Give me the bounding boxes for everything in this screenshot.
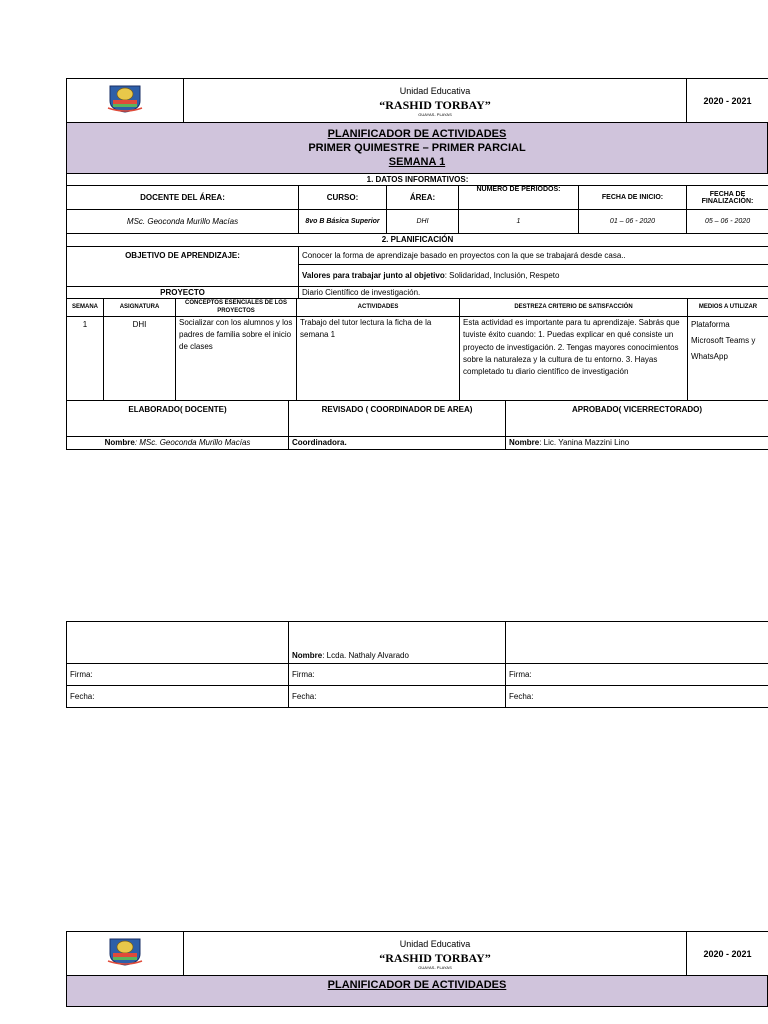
periodos-header: NÚMERO DE PERIODOS: [459,186,579,210]
empty-cell [67,622,289,664]
actividades-col-header: ACTIVIDADES [297,299,460,317]
medio-item: Microsoft Teams y [691,336,756,345]
firma-coord: Firma: [289,664,506,686]
destreza-col-header: DESTREZA CRITERIO DE SATISFACCIÓN [460,299,688,317]
aprobado-label: APROBADO( VICERRECTORADO) [506,401,768,436]
conceptos-col-header: CONCEPTOS ESENCIALES DE LOS PROYECTOS [176,299,297,317]
proyecto-text: Diario Científico de investigación. [299,286,768,298]
medio-item: Plataforma [691,320,730,329]
fin-value: 05 – 06 - 2020 [687,210,768,234]
nombre-coord-cell [289,622,506,664]
institution-label: Unidad Educativa [399,85,471,96]
title-band-2 [66,976,768,1007]
nombre-vice: : Lic. Yanina Mazzini Lino [539,438,630,447]
semana-col-header: SEMANA [67,299,104,317]
header-table [66,78,768,123]
asignatura-col-header: ASIGNATURA [104,299,176,317]
inicio-value: 01 – 06 - 2020 [579,210,687,234]
periodos-value: 1 [459,210,579,234]
fecha-docente: Fecha: [67,686,289,708]
revisado-label: REVISADO ( COORDINADOR DE AREA) [289,401,506,436]
proyecto-label: PROYECTO [67,286,299,298]
objetivo-label: OBJETIVO DE APRENDIZAJE: [67,246,299,286]
planner-page-1 [66,78,768,450]
school-name-cell [184,932,687,976]
planificacion-table [66,234,768,299]
school-name-cell [184,79,687,123]
medio-item: WhatsApp [691,352,728,361]
planner-page-2 [66,931,768,1007]
school-logo-cell [67,932,184,976]
medios-col-header: MEDIOS A UTILIZAR [688,299,768,317]
firmas-continuation [66,621,768,708]
nombre-vice-cell [506,436,768,449]
school-logo-cell [67,79,184,123]
firmas-continuation-table [66,621,768,708]
planificacion-section-title: 2. PLANIFICACIÓN [67,234,768,246]
school-location: GUAYAS- PLAYAS [418,111,452,117]
nombre-label: Nombre [104,438,135,447]
area-header: ÁREA: [387,186,459,210]
curso-header: CURSO: [299,186,387,210]
school-name: “RASHID TORBAY” [379,950,491,965]
institution-label: Unidad Educativa [399,938,471,949]
school-crest-icon [107,83,143,113]
row-semana: 1 [67,317,104,401]
row-destreza: Esta actividad es importante para tu aprendizaje. Sabrás que tuviste éxito cuando: 1. Puedas explicar en qué consiste un proyecto de investigación. 2. Tengas mayores conocimientos sobre la naturaleza y la cultura de tu entorno. 3. Hayas completado tu diario científico de investigación [460,317,688,401]
row-medios [688,317,768,401]
docente-value: MSc. Geoconda Murillo Macías [67,210,299,234]
title-band [66,123,768,174]
nombre-docente: : MSc. Geoconda Murillo Macías [134,438,251,447]
row-conceptos: Socializar con los alumnos y los padres de familia sobre el inicio de clases [176,317,297,401]
planner-title: PLANIFICADOR DE ACTIVIDADES [327,127,507,140]
row-asignatura: DHI [104,317,176,401]
planner-period: PRIMER QUIMESTRE – PRIMER PARCIAL [308,141,526,154]
valores-label: Valores para trabajar junto al objetivo [302,270,445,280]
inicio-header: FECHA DE INICIO: [579,186,687,210]
coordinadora-label: Coordinadora. [289,436,506,449]
firma-docente: Firma: [67,664,289,686]
nombre-coord: : Lcda. Nathaly Alvarado [322,651,409,660]
nombre-docente-cell [67,436,289,449]
datos-table [66,174,768,235]
docente-header: DOCENTE DEL ÁREA: [67,186,299,210]
nombre-label: Nombre [509,438,540,447]
valores-row [299,264,768,286]
elaborado-label: ELABORADO( DOCENTE) [67,401,289,436]
firmas-table [66,401,768,450]
school-crest-icon [107,936,143,966]
header-table-2 [66,931,768,976]
activities-table [66,299,768,402]
row-actividades: Trabajo del tutor lectura la ficha de la semana 1 [297,317,460,401]
empty-cell [506,622,768,664]
firma-vice: Firma: [506,664,768,686]
school-year: 2020 - 2021 [687,79,768,123]
school-name: “RASHID TORBAY” [379,97,491,112]
planner-title: PLANIFICADOR DE ACTIVIDADES [327,979,507,991]
fin-header: FECHA DE FINALIZACIÓN: [687,186,768,210]
planner-week: SEMANA 1 [388,155,446,168]
nombre-label: Nombre [292,651,323,660]
school-location: GUAYAS- PLAYAS [418,964,452,970]
fecha-coord: Fecha: [289,686,506,708]
school-year: 2020 - 2021 [687,932,768,976]
datos-section-title: 1. DATOS INFORMATIVOS: [67,174,768,186]
valores-text: : Solidaridad, Inclusión, Respeto [444,270,560,280]
area-value: DHI [387,210,459,234]
objetivo-text: Conocer la forma de aprendizaje basado en proyectos con la que se trabajará desde casa.. [299,246,768,264]
curso-value: 8vo B Básica Superior [299,210,387,234]
fecha-vice: Fecha: [506,686,768,708]
